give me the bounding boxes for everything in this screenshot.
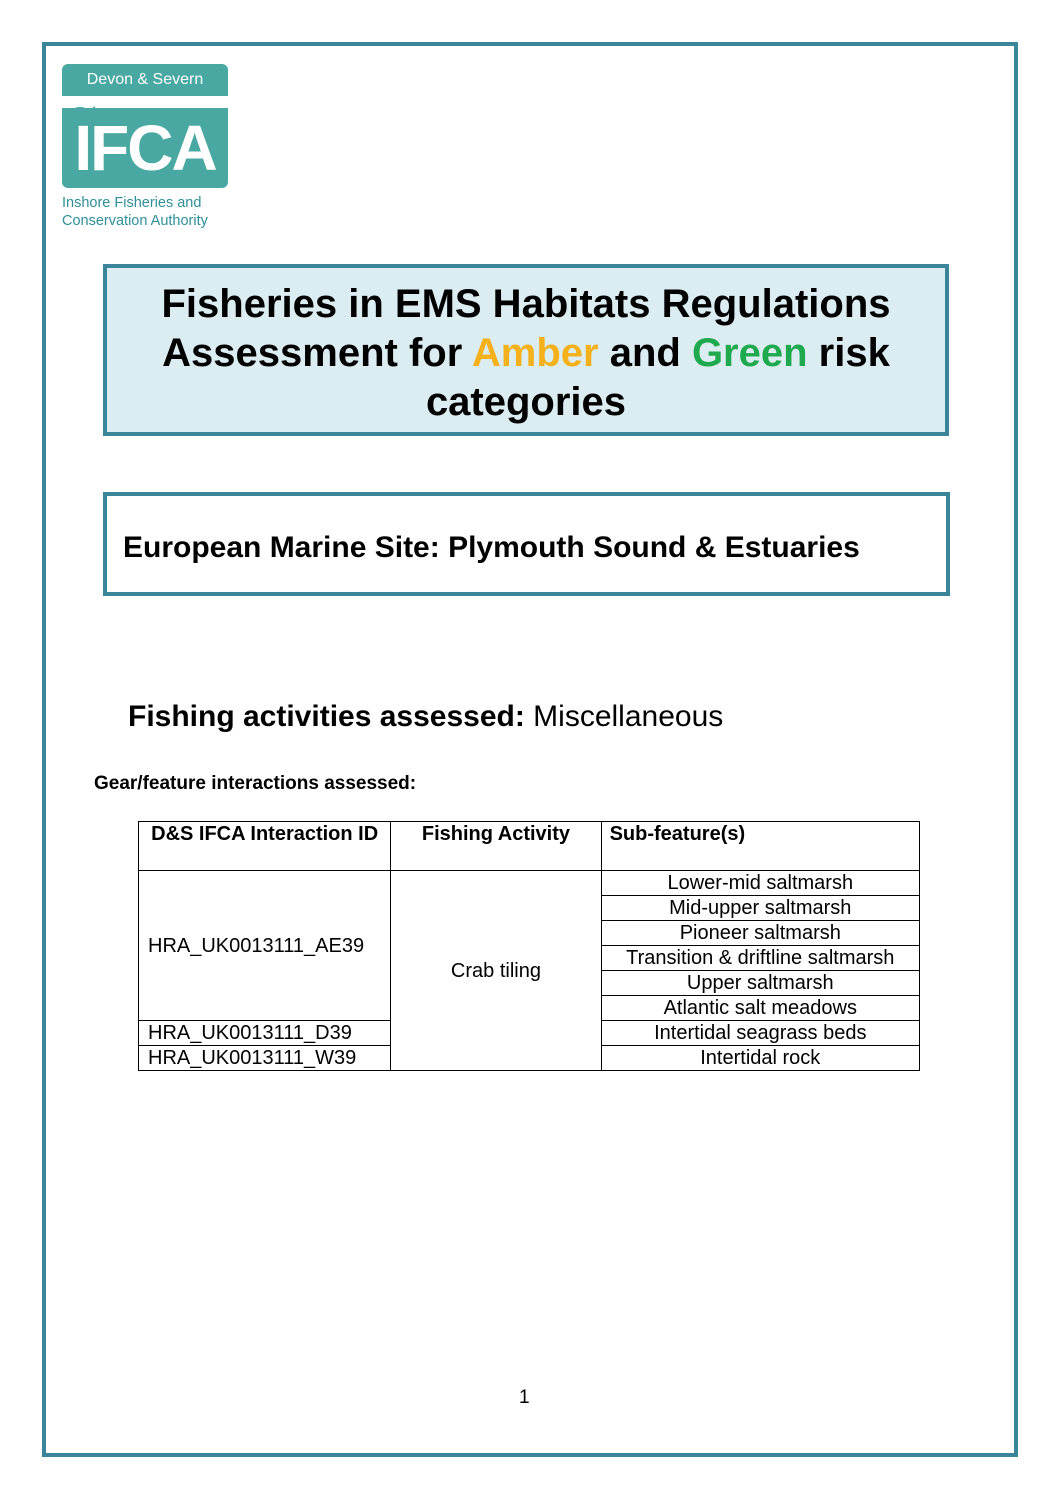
page-number: 1	[519, 1387, 530, 1408]
interactions-table	[138, 821, 920, 1071]
subfeature-cell: Transition & driftline saltmarsh	[601, 946, 919, 971]
table-header-row	[139, 822, 920, 871]
subfeature-cell: Intertidal rock	[601, 1046, 919, 1071]
subfeature-cell: Mid-upper saltmarsh	[601, 896, 919, 921]
logo-mark: IFCA	[62, 108, 228, 188]
subfeature-cell: Lower-mid saltmarsh	[601, 871, 919, 896]
activities-value: Miscellaneous	[524, 700, 724, 733]
site-name: European Marine Site: Plymouth Sound & Estuaries	[123, 531, 860, 564]
header-interaction-id: D&S IFCA Interaction ID	[139, 822, 391, 871]
interaction-id-cell: HRA_UK0013111_W39	[139, 1046, 391, 1071]
title-amber-word: Amber	[471, 331, 599, 375]
fishing-activity-cell: Crab tiling	[391, 871, 601, 1071]
title-part2: and	[598, 331, 692, 375]
logo-tagline	[62, 194, 232, 230]
interaction-id-cell: HRA_UK0013111_D39	[139, 1021, 391, 1046]
subfeature-cell: Upper saltmarsh	[601, 971, 919, 996]
logo-tagline-line1: Inshore Fisheries and	[62, 195, 202, 211]
page-frame	[42, 42, 1018, 1457]
logo-org-name: Devon & Severn	[62, 64, 228, 96]
interactions-heading: Gear/feature interactions assessed:	[94, 773, 417, 794]
interaction-id-cell: HRA_UK0013111_AE39	[139, 871, 391, 1021]
subfeature-cell: Intertidal seagrass beds	[601, 1021, 919, 1046]
title-box	[103, 264, 949, 436]
title-part1: Fisheries in EMS Habitats Regulations Assessment for	[161, 282, 891, 375]
page-title	[107, 280, 945, 427]
logo-tagline-line2: Conservation Authority	[62, 213, 208, 229]
header-fishing-activity: Fishing Activity	[391, 822, 601, 871]
activities-label: Fishing activities assessed:	[128, 700, 525, 733]
subfeature-cell: Pioneer saltmarsh	[601, 921, 919, 946]
ifca-logo	[62, 64, 232, 236]
header-subfeatures: Sub-feature(s)	[601, 822, 919, 871]
table-row	[139, 871, 920, 896]
title-part3: risk categories	[425, 331, 890, 424]
activities-assessed	[128, 697, 723, 737]
site-box	[103, 492, 950, 596]
title-green-word: Green	[691, 331, 808, 375]
subfeature-cell: Atlantic salt meadows	[601, 996, 919, 1021]
